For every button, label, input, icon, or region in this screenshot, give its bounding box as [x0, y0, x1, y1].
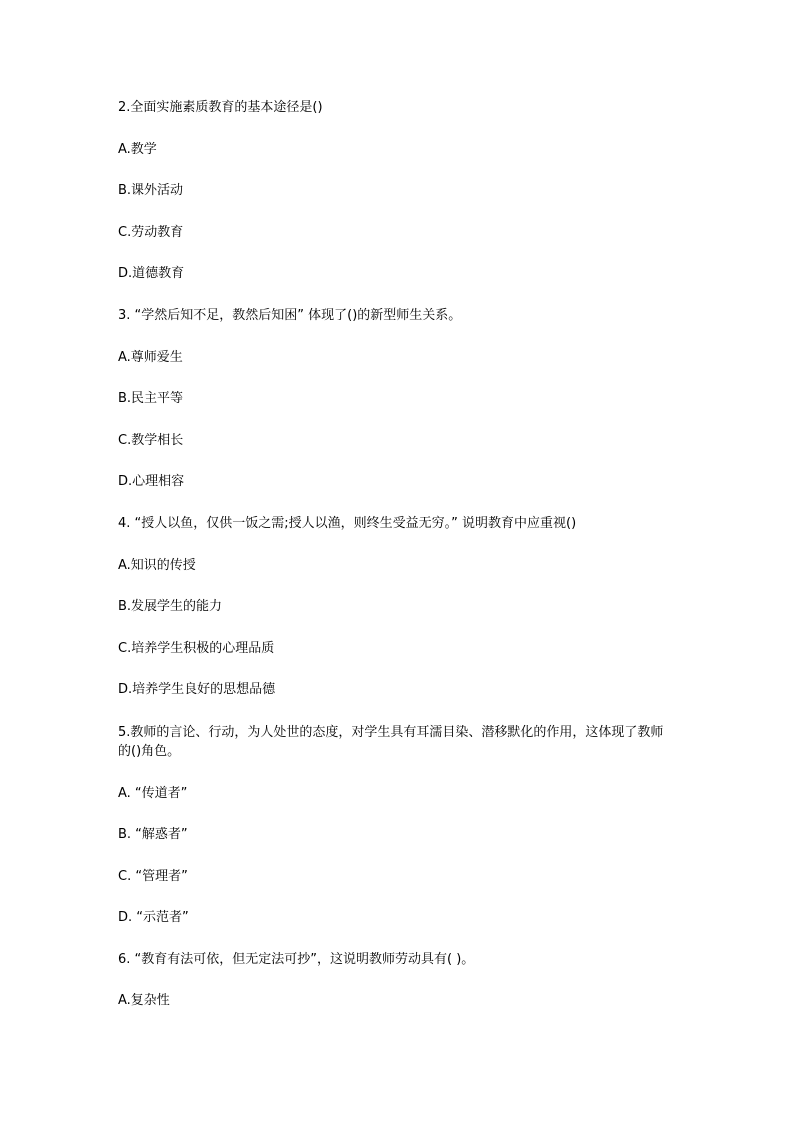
question-stem: 2.全面实施素质教育的基本途径是(): [118, 100, 323, 115]
question-stem: 5.教师的言论、行动，为人处世的态度，对学生具有耳濡目染、潜移默化的作用，这体现了教师的()角色。: [118, 724, 664, 759]
question-3: [118, 307, 668, 491]
option-a: A.复杂性: [118, 993, 170, 1009]
option-d: D.心理相容: [118, 474, 185, 490]
option-c: C.劳动教育: [118, 224, 184, 240]
option-c: C.培养学生积极的心理品质: [118, 640, 275, 656]
option-a: A.尊师爱生: [118, 349, 183, 365]
option-b: B. “解惑者”: [118, 827, 188, 843]
option-b: B.课外活动: [118, 183, 184, 199]
question-2: [118, 99, 668, 283]
option-b: B.发展学生的能力: [118, 599, 223, 615]
option-c: C. “管理者”: [118, 868, 188, 884]
question-stem: 4. “授人以鱼，仅供一饭之需;授人以渔，则终生受益无穷。” 说明教育中应重视(): [118, 515, 577, 531]
option-a: A.知识的传授: [118, 557, 196, 573]
option-b: B.民主平等: [118, 391, 184, 407]
question-6: [118, 951, 668, 1011]
option-d: D.道德教育: [118, 266, 185, 282]
option-c: C.教学相长: [118, 432, 184, 448]
document-page: [118, 99, 668, 1034]
option-d: D.培养学生良好的思想品德: [118, 682, 276, 698]
option-a: A.教学: [118, 141, 157, 157]
option-a: A. “传道者”: [118, 785, 188, 801]
question-stem: 3. “学然后知不足，教然后知困” 体现了()的新型师生关系。: [118, 307, 462, 323]
option-d: D. “示范者”: [118, 910, 189, 926]
question-stem: 6. “教育有法可依，但无定法可抄”，这说明教师劳动具有( )。: [118, 951, 475, 967]
question-4: [118, 515, 668, 699]
question-5: [118, 723, 668, 927]
